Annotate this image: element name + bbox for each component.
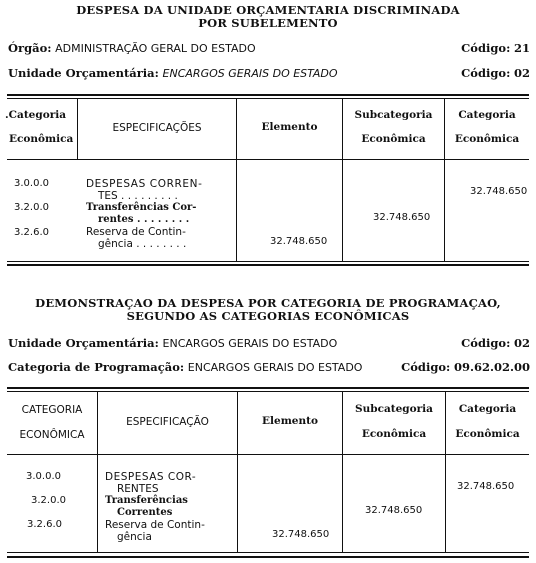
- unidade-row: [8, 336, 337, 350]
- header-divider: [7, 159, 529, 160]
- orgao-label: Órgão:: [8, 41, 52, 55]
- programacao-row: [8, 360, 362, 374]
- subcategoria-value: 32.748.650: [365, 505, 423, 516]
- table-top-rule: [7, 387, 529, 389]
- programacao-label: Categoria de Programação:: [8, 360, 185, 374]
- unidade-codigo: [461, 336, 530, 350]
- header-categoria2-line1: Categoria: [458, 403, 517, 415]
- orgao-codigo: [461, 41, 530, 55]
- table-bottom-rule: [7, 264, 529, 266]
- categoria-value: 32.748.650: [470, 186, 528, 197]
- codigo-label: Código:: [461, 66, 511, 80]
- table-top-rule-inner: [7, 98, 529, 99]
- codigo-label: Código:: [461, 336, 511, 350]
- spec-line: Reserva de Contin-: [86, 226, 186, 238]
- header-divider: [7, 454, 529, 455]
- header-categoria2-line2: Econômica: [454, 133, 520, 145]
- unidade-row: [8, 66, 338, 80]
- spec-line: rentes . . . . . . . .: [98, 214, 190, 225]
- table-top-rule-inner: [7, 391, 529, 392]
- spec-cell: [105, 471, 235, 543]
- header-categoria-line2: Econômica: [9, 133, 74, 145]
- orgao-row: [8, 41, 256, 55]
- section2-title-line2: SEGUNDO AS CATEGORIAS ECONÔMICAS: [126, 309, 410, 323]
- table-bottom-rule-inner: [7, 552, 529, 553]
- header-subcategoria-line2: Econômica: [361, 133, 426, 145]
- spec-line: DESPESAS COR-: [105, 471, 197, 483]
- programacao-value: ENCARGOS GERAIS DO ESTADO: [187, 361, 363, 374]
- spec-line: RENTES: [117, 483, 159, 495]
- spec-line: gência . . . . . . . .: [98, 238, 187, 250]
- code-cell: 3.0.0.0: [26, 471, 61, 482]
- table-top-rule: [7, 94, 529, 96]
- elemento-value: 32.748.650: [270, 236, 328, 247]
- code-cell: 3.2.0.0: [14, 202, 49, 213]
- categoria-value: 32.748.650: [457, 481, 515, 492]
- unidade-codigo: [461, 66, 530, 80]
- header-categoria2-line1: Categoria: [458, 109, 516, 121]
- code-cell: 3.2.0.0: [31, 495, 66, 506]
- elemento-value: 32.748.650: [272, 529, 330, 540]
- spec-line: Transferências Cor-: [86, 202, 197, 213]
- subcategoria-value: 32.748.650: [373, 212, 431, 223]
- header-subcategoria-line2: Econômica: [361, 428, 427, 440]
- section1-title-line2: POR SUBELEMENTO: [198, 16, 338, 30]
- spec-line: Reserva de Contin-: [105, 519, 205, 531]
- programacao-codigo: [401, 360, 530, 374]
- table-bottom-rule: [7, 556, 529, 558]
- codigo-label: Código:: [401, 360, 451, 374]
- header-elemento: Elemento: [262, 415, 318, 427]
- section1-title-line1: DESPESA DA UNIDADE ORÇAMENTARIA DISCRIMINADA: [76, 3, 460, 17]
- unidade-value: ENCARGOS GERAIS DO ESTADO: [162, 337, 338, 350]
- header-categoria-line1: CATEGORIA: [21, 404, 83, 416]
- unidade-value: ENCARGOS GERAIS DO ESTADO: [162, 67, 338, 80]
- section2-title-line1: DEMONSTRAÇAO DA DESPESA POR CATEGORIA DE PROGRAMAÇAO,: [35, 296, 501, 310]
- header-subcategoria-line1: Subcategoria: [355, 403, 433, 415]
- unidade-label: Unidade Orçamentária:: [8, 66, 159, 80]
- header-categoria-line2: ECONÔMICA: [19, 429, 85, 441]
- codigo-value: 21: [513, 41, 530, 55]
- spec-line: gência: [117, 531, 152, 543]
- orgao-value: ADMINISTRAÇÃO GERAL DO ESTADO: [55, 42, 256, 55]
- spec-line: DESPESAS CORREN-: [86, 178, 203, 190]
- header-categoria2-line2: Econômica: [455, 428, 520, 440]
- header-elemento: Elemento: [261, 121, 318, 133]
- codigo-value: 02: [513, 336, 530, 350]
- table-bottom-rule-inner: [7, 261, 529, 262]
- header-subcategoria-line1: Subcategoria: [354, 109, 433, 121]
- code-cell: 3.0.0.0: [14, 178, 49, 189]
- spec-cell: [86, 178, 231, 250]
- code-cell: 3.2.6.0: [14, 227, 49, 238]
- header-especificacoes: ESPECIFICAÇÕES: [112, 122, 202, 134]
- codigo-value: 09.62.02.00: [453, 360, 530, 374]
- header-especificacao: ESPECIFICAÇÃO: [126, 416, 209, 428]
- unidade-label: Unidade Orçamentária:: [8, 336, 159, 350]
- spec-line: Transferências: [105, 495, 188, 506]
- spec-line: TES . . . . . . . . .: [98, 190, 178, 202]
- code-cell: 3.2.6.0: [27, 519, 62, 530]
- spec-line: Correntes: [117, 507, 173, 518]
- header-categoria-line1: .Categoria: [5, 109, 67, 121]
- codigo-label: Código:: [461, 41, 511, 55]
- codigo-value: 02: [513, 66, 530, 80]
